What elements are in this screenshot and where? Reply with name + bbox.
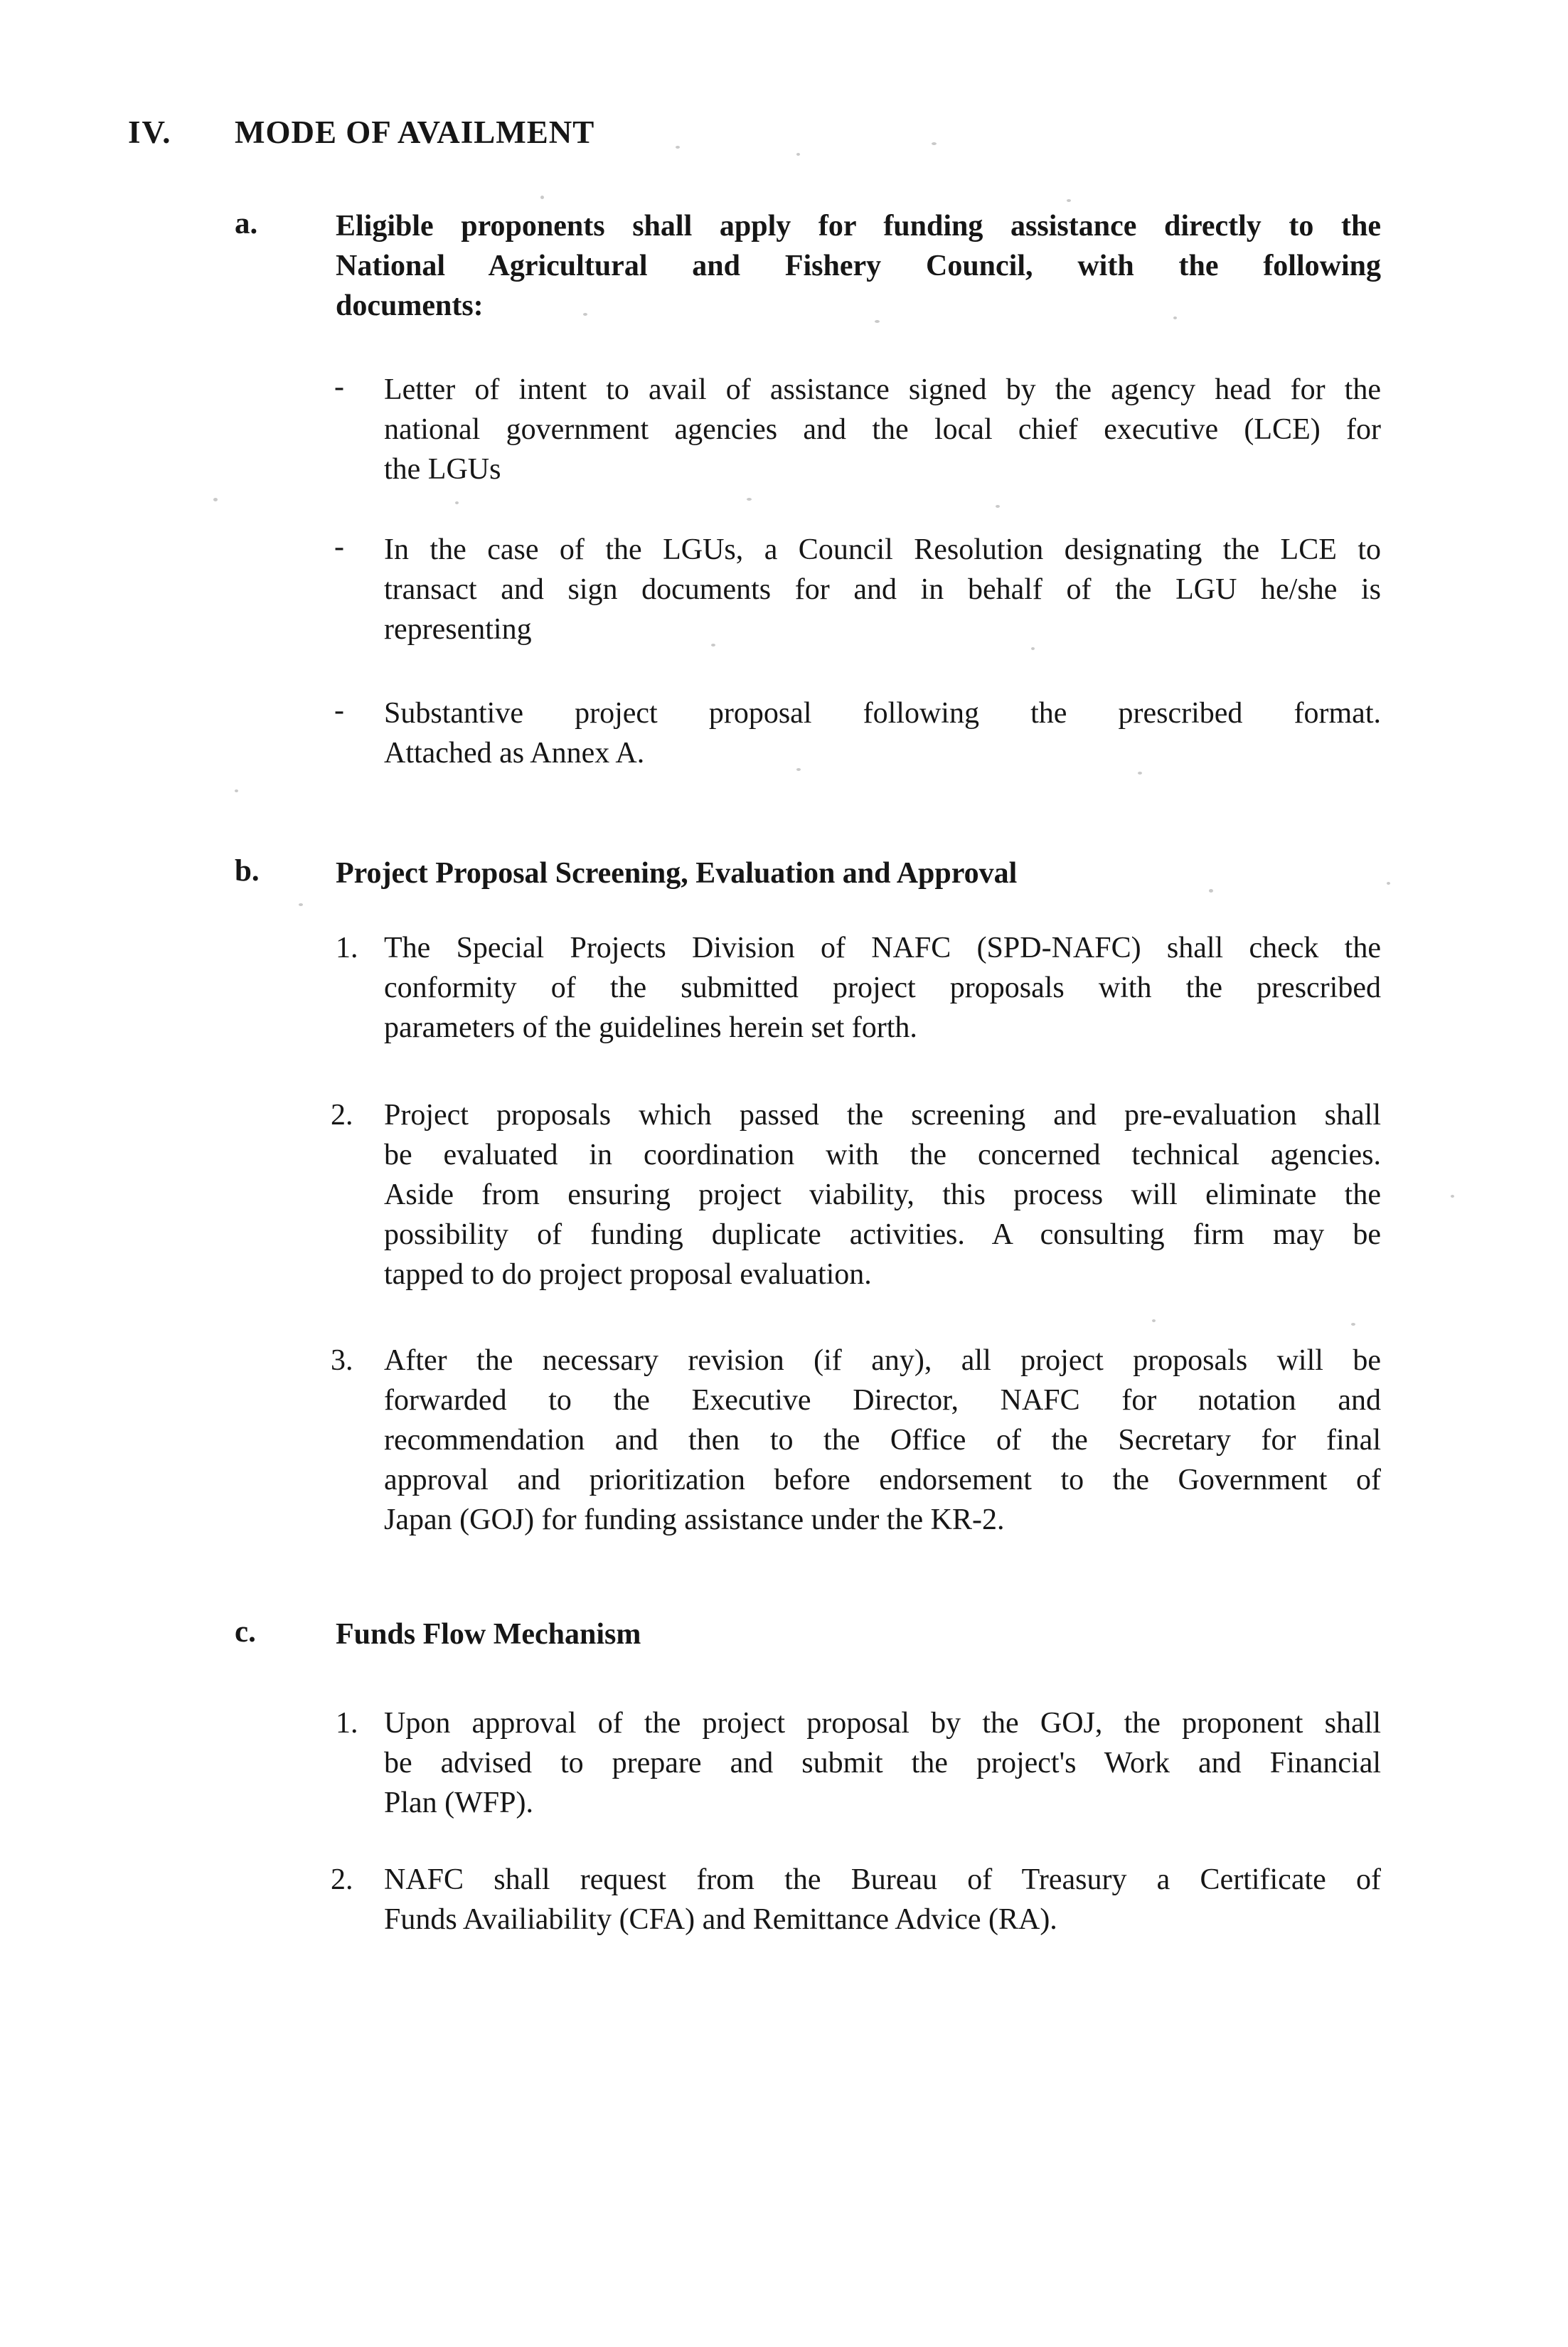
part-b-item-1 xyxy=(384,928,1381,1048)
item-number: 2. xyxy=(331,1099,353,1132)
item-line: Japan (GOJ) for funding assistance under the KR-2. xyxy=(384,1504,1005,1536)
item-line: The Special Projects Division of NAFC (SPD-NAFC) shall check the xyxy=(384,932,1381,964)
item-number: 2. xyxy=(331,1863,353,1896)
part-c-item-1 xyxy=(384,1703,1381,1823)
item-line: be evaluated in coordination with the concerned technical agencies. xyxy=(384,1139,1381,1171)
part-a-intro xyxy=(336,206,1381,326)
section-title: MODE OF AVAILMENT xyxy=(235,115,595,150)
part-a-bullet-1 xyxy=(384,370,1381,489)
bullet-line: In the case of the LGUs, a Council Resolution designating the LCE to xyxy=(384,533,1381,566)
item-number: 1. xyxy=(336,1707,358,1740)
bullet-dash-icon: - xyxy=(334,531,344,563)
item-line: approval and prioritization before endorsement to the Government of xyxy=(384,1464,1381,1496)
bullet-line: the LGUs xyxy=(384,453,501,486)
part-b-item-3 xyxy=(384,1341,1381,1540)
bullet-dash-icon: - xyxy=(334,371,344,403)
item-line: Plan (WFP). xyxy=(384,1787,533,1819)
item-line: be advised to prepare and submit the project's Work and Financial xyxy=(384,1747,1381,1779)
item-line: Upon approval of the project proposal by the GOJ, the proponent shall xyxy=(384,1707,1381,1740)
part-b-letter: b. xyxy=(235,854,260,888)
item-line: Aside from ensuring project viability, this process will eliminate the xyxy=(384,1178,1381,1211)
item-number: 3. xyxy=(331,1344,353,1377)
bullet-line: national government agencies and the local chief executive (LCE) for xyxy=(384,413,1381,446)
part-a-intro-line: Eligible proponents shall apply for funding assistance directly to the xyxy=(336,210,1381,243)
part-c-letter: c. xyxy=(235,1615,256,1649)
item-number: 1. xyxy=(336,932,358,964)
bullet-line: representing xyxy=(384,613,532,646)
part-a-intro-line: National Agricultural and Fishery Council, with the following xyxy=(336,250,1381,282)
item-line: forwarded to the Executive Director, NAFC for notation and xyxy=(384,1384,1381,1417)
item-line: recommendation and then to the Office of the Secretary for final xyxy=(384,1424,1381,1457)
bullet-line: Letter of intent to avail of assistance signed by the agency head for the xyxy=(384,373,1381,406)
part-c-heading: Funds Flow Mechanism xyxy=(336,1618,641,1651)
item-line: Funds Availiability (CFA) and Remittance Advice (RA). xyxy=(384,1903,1057,1936)
part-a-bullet-2 xyxy=(384,530,1381,649)
part-b-heading: Project Proposal Screening, Evaluation and Approval xyxy=(336,857,1018,890)
bullet-dash-icon: - xyxy=(334,694,344,727)
bullet-line: Substantive project proposal following the prescribed format. xyxy=(384,697,1381,730)
item-line: NAFC shall request from the Bureau of Treasury a Certificate of xyxy=(384,1863,1381,1896)
section-number: IV. xyxy=(128,115,172,150)
part-c-item-2 xyxy=(384,1860,1381,1939)
item-line: After the necessary revision (if any), all project proposals will be xyxy=(384,1344,1381,1377)
item-line: possibility of funding duplicate activities. A consulting firm may be xyxy=(384,1218,1381,1251)
part-b-item-2 xyxy=(384,1095,1381,1294)
part-a-letter: a. xyxy=(235,207,258,240)
item-line: Project proposals which passed the screening and pre-evaluation shall xyxy=(384,1099,1381,1132)
item-line: parameters of the guidelines herein set forth. xyxy=(384,1011,917,1044)
part-a-bullet-3 xyxy=(384,693,1381,773)
item-line: tapped to do project proposal evaluation. xyxy=(384,1258,872,1291)
bullet-line: transact and sign documents for and in behalf of the LGU he/she is xyxy=(384,573,1381,606)
part-a-intro-line: documents: xyxy=(336,289,484,322)
bullet-line: Attached as Annex A. xyxy=(384,737,645,770)
item-line: conformity of the submitted project proposals with the prescribed xyxy=(384,972,1381,1004)
